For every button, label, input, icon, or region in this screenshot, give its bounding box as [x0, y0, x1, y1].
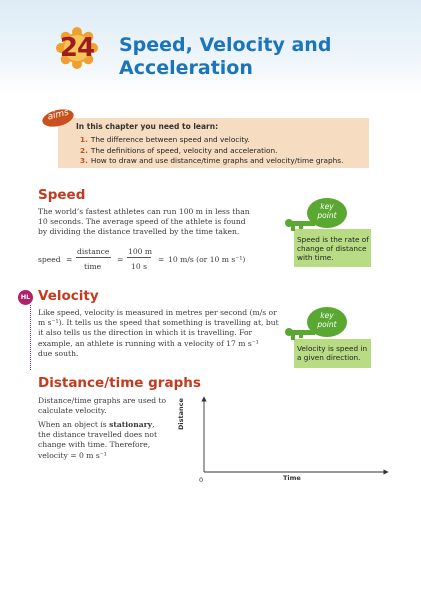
fraction-bar: [127, 257, 151, 258]
higher-level-badge: HL: [18, 290, 33, 305]
aims-item: 2. The definitions of speed, velocity and acceleration.: [80, 145, 278, 155]
key-point-label: point: [317, 320, 337, 329]
aims-intro: In this chapter you need to learn:: [76, 122, 219, 131]
velocity-line: example, an athlete is running with a velocity of 17 m s⁻¹: [38, 338, 259, 348]
aims-item: 1. The difference between speed and velocity.: [80, 135, 250, 144]
speed-line: 10 seconds. The average speed of the athlete is found: [38, 217, 246, 227]
key-point-label: point: [317, 211, 337, 220]
speed-line: by dividing the distance travelled by the time taken.: [38, 227, 240, 237]
chapter-title: [119, 34, 409, 80]
key-point-label: key: [320, 202, 334, 211]
velocity-heading: Velocity: [38, 288, 99, 304]
y-axis-label: Distance: [177, 398, 185, 430]
key-point-label: key: [320, 311, 334, 320]
aims-tag-label: aims: [46, 107, 70, 123]
chapter-number: 24: [59, 33, 95, 63]
distance-time-graph: [184, 395, 394, 485]
chapter-title-line: Acceleration: [119, 57, 253, 79]
formula-equals: =: [66, 255, 73, 264]
key-icon: [283, 305, 349, 345]
aims-item: 3. How to draw and use distance/time graphs and velocity/time graphs.: [80, 156, 344, 165]
speed-heading: Speed: [38, 187, 86, 203]
speed-paragraph: [38, 207, 278, 238]
distance-time-heading: Distance/time graphs: [38, 375, 201, 391]
aims-list: [80, 135, 343, 167]
x-axis-label: Time: [283, 474, 301, 482]
key-point-text: Speed is the rate of change of distance with time.: [297, 235, 369, 263]
formula-equals: =: [158, 255, 165, 264]
velocity-line: due south.: [38, 348, 79, 358]
formula-equals: =: [117, 255, 124, 264]
fraction-bar: [76, 257, 111, 258]
formula-denominator: 10 s: [131, 262, 147, 271]
origin-label: 0: [199, 476, 204, 484]
velocity-line: it also tells us the direction in which it is travelling. For: [38, 328, 253, 338]
velocity-paragraph: [38, 308, 286, 359]
distance-time-paragraph: Distance/time graphs are used to calculate velocity.: [38, 396, 167, 416]
velocity-line: m s⁻¹). It tells us the speed that something is travelling at, but: [38, 318, 279, 328]
velocity-line: Like speed, velocity is measured in metres per second (m/s or: [38, 308, 277, 317]
formula-numerator: distance: [77, 247, 110, 256]
formula-denominator: time: [84, 262, 102, 271]
formula-result: 10 m/s (or 10 m s⁻¹): [168, 255, 246, 264]
chapter-title-line: Speed, Velocity and: [119, 34, 332, 56]
speed-line: The world’s fastest athletes can run 100 m in less than: [38, 207, 250, 216]
key-icon: [283, 196, 349, 236]
key-point-text: Velocity is speed in a given direction.: [297, 344, 368, 363]
stationary-paragraph: When an object is stationary, the distance travelled does not change with time. Therefore, velocity = 0 m s⁻¹: [38, 420, 158, 460]
formula-numerator: 100 m: [128, 247, 153, 256]
higher-level-rule: [30, 305, 31, 370]
formula-speed-label: speed: [38, 255, 61, 264]
